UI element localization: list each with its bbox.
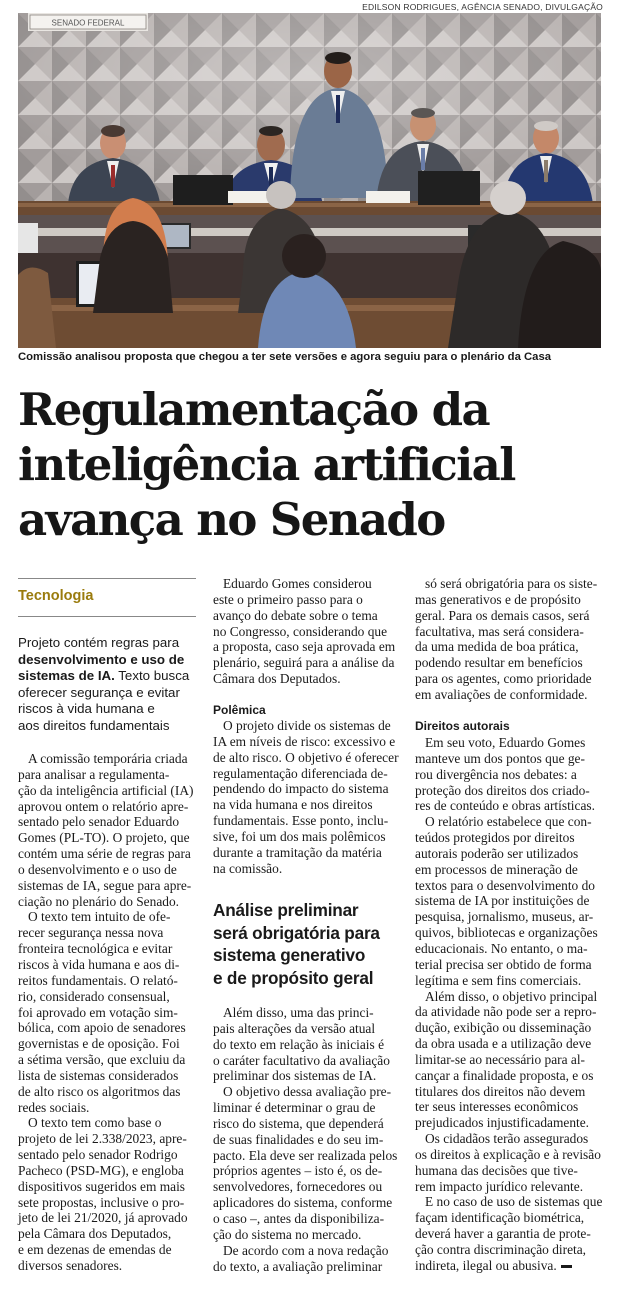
section-rule-bottom: [18, 616, 196, 617]
text-line: titulares dos direitos não devem: [415, 1083, 586, 1099]
text-line: pendendo do impacto do sistema: [213, 781, 389, 797]
text-line: o caso –, antes da disponibiliza-: [213, 1210, 385, 1226]
paragraph: [213, 718, 399, 876]
text-line: a sétima versão, que excluiu da: [18, 1052, 186, 1068]
text-line: Pacheco (PSD-MG), e engloba: [18, 1162, 184, 1178]
paragraph: [213, 576, 399, 687]
lead-emphasis: desenvolvimento e uso de: [18, 651, 185, 667]
text-line: ção contra discriminação direta,: [415, 1242, 587, 1257]
text-line: O projeto divide os sistemas de: [223, 718, 391, 733]
text-line: senvolvedores, fornecedores ou: [213, 1179, 383, 1195]
paragraph: [213, 1084, 399, 1242]
text-line: contém uma série de regras para: [18, 846, 191, 862]
text-line: próprios agentes – isto é, os de-: [213, 1163, 383, 1179]
lead-line: [18, 652, 200, 669]
text-line: no Congresso, considerando que: [213, 623, 388, 639]
text-line: proteção dos direitos dos criado-: [415, 782, 590, 798]
subhead-analise-line-4: e de propósito geral: [213, 967, 374, 988]
text-line: legítima e sem fins comerciais.: [415, 972, 582, 988]
subhead-direitos-autorais: Direitos autorais: [415, 719, 510, 733]
headline-line-2: inteligência artificial: [18, 438, 515, 491]
text-line: indireta, ilegal ou abusiva.: [415, 1258, 601, 1274]
subhead-analise-line-3: sistema generativo: [213, 945, 366, 965]
subhead-analise-line-1: Análise preliminar: [213, 900, 359, 920]
text-line: a proposta, caso seja aprovada em: [213, 639, 396, 655]
text-line: façam identificação biométrica,: [415, 1210, 585, 1226]
senate-committee-photo: [18, 13, 601, 348]
lead-text: aos direitos fundamentais: [18, 717, 170, 733]
text-line: rio, considerado consensual,: [18, 988, 170, 1004]
end-of-article-mark: [561, 1265, 572, 1268]
text-line: geral. Para os demais casos, será: [415, 607, 590, 623]
text-line: cançar a finalidade proposta, e os: [415, 1067, 594, 1083]
paragraph: [415, 1194, 601, 1273]
text-line: lista de sistemas considerados: [18, 1067, 179, 1083]
text-line: reitos fundamentais. O relató-: [18, 972, 178, 988]
headline-line-1: Regulamentação da: [18, 383, 490, 436]
text-line: sentado pelo senador Rodrigo: [18, 1147, 178, 1163]
paragraph: [415, 1131, 601, 1194]
text-line: ter seus interesses econômicos: [415, 1099, 579, 1115]
text-line: pela Câmara dos Deputados,: [18, 1226, 172, 1242]
text-line: da obra usada e a utilização deve: [415, 1036, 592, 1052]
text-line: fundamentais. Esse ponto, inclu-: [213, 813, 389, 829]
text-line: educacionais. No entanto, o ma-: [415, 940, 588, 956]
text-line: limitar-se ao necessário para al-: [415, 1051, 586, 1067]
text-line: Além disso, o objetivo principal: [425, 988, 598, 1004]
text-line: res de conteúdo e obras artísticas.: [415, 798, 595, 814]
headline: [18, 382, 608, 547]
text-line: os direitos à explicação e à revisão: [415, 1146, 601, 1162]
text-line: mas generativos e de propósito: [415, 591, 581, 607]
section-label: Tecnologia: [18, 588, 94, 604]
photo-credit: EDILSON RODRIGUES, AGÊNCIA SENADO, DIVULGAÇÃO: [362, 2, 603, 12]
text-line: humana das decisões que tive-: [415, 1162, 578, 1178]
paragraph: [415, 989, 601, 1132]
text-line: sistemas de IA, segue para apre-: [18, 877, 192, 893]
text-line: A comissão temporária criada: [28, 751, 188, 766]
text-line: aplicadores do sistema, conforme: [213, 1195, 393, 1211]
text-line: governistas e de oposição. Foi: [18, 1036, 180, 1052]
text-line: o desenvolvimento e o uso de: [18, 861, 177, 877]
text-line: ciação no plenário do Senado.: [18, 893, 180, 909]
text-line: manteve um dos pontos que ge-: [415, 750, 585, 766]
text-line: jeto de lei 21/2020, já aprovado: [18, 1210, 188, 1226]
text-line: do texto em relação às iniciais é: [213, 1036, 385, 1052]
text-line: pais alterações da versão atual: [213, 1020, 376, 1036]
text-line: teúdos protegidos por direitos: [415, 830, 575, 846]
subhead-polemica: Polêmica: [213, 703, 266, 717]
text-line: O texto tem intuito de ofe-: [28, 909, 171, 925]
text-line: Os cidadãos terão assegurados: [425, 1131, 589, 1147]
text-line: em avaliações de conformidade.: [415, 686, 588, 702]
lead-line: [18, 635, 200, 652]
paragraph: [213, 1005, 399, 1084]
text-line: diversos senadores.: [18, 1258, 123, 1273]
senate-sign-text: SENADO FEDERAL: [51, 18, 125, 28]
lead-text: Projeto contém regras para: [18, 635, 180, 650]
text-line: preliminar dos sistemas de IA.: [213, 1068, 377, 1084]
text-line: IA em níveis de risco: excessivo e: [213, 733, 396, 749]
text-line: E no caso de uso de sistemas que: [425, 1194, 603, 1210]
paragraph: [18, 909, 204, 1115]
text-line: na comissão.: [213, 860, 283, 876]
text-line: prejudicados injustificadamente.: [415, 1115, 590, 1131]
subhead-analise-line-2: será obrigatória para: [213, 922, 380, 943]
lead-text: oferecer segurança e evitar: [18, 684, 180, 700]
lead-line: [18, 718, 200, 735]
lead-emphasis: sistemas de IA.: [18, 668, 115, 684]
paragraph: [213, 1243, 399, 1275]
text-line: dução, exibição ou disseminação: [415, 1020, 592, 1036]
text-line: avanço do debate sobre o tema: [213, 607, 378, 623]
article-column-3-part-2: [415, 735, 601, 1274]
text-line: sive, foi um dos mais polêmicos: [213, 828, 386, 844]
text-line: de suas finalidades e do seu im-: [213, 1131, 384, 1147]
text-line: rou divergência nos debates: a: [415, 766, 577, 782]
article-column-2-part-2: [213, 718, 399, 876]
text-line: risco do sistema, que dependerá: [213, 1115, 384, 1131]
text-line: liminar é determinar o grau de: [213, 1100, 376, 1116]
paragraph: [18, 751, 204, 909]
text-line: regulamentação diferenciada de-: [213, 765, 388, 781]
text-line: Gomes (PL-TO). O projeto, que: [18, 830, 190, 846]
text-line: ção da inteligência artificial (IA): [18, 782, 194, 798]
text-line: sistema de IA por instituições de: [415, 893, 590, 909]
article-column-2-part-1: [213, 576, 399, 687]
paragraph: [415, 576, 601, 703]
paragraph: [415, 814, 601, 988]
text-line: podendo resultar em benefícios: [415, 655, 583, 671]
text-line: recer segurança nessa nova: [18, 925, 164, 941]
text-line: fronteira tecnológica e evitar: [18, 941, 173, 957]
text-line: autorais poderão ser utilizados: [415, 845, 579, 861]
text-line: de alto risco os algoritmos das: [18, 1083, 181, 1099]
article-column-1: [18, 751, 204, 1274]
text-line: para analisar a regulamenta-: [18, 766, 170, 782]
text-line: para os agentes, como prioridade: [415, 671, 592, 687]
text-line: O relatório estabelece que con-: [425, 814, 592, 830]
lead-text: Texto busca: [114, 668, 190, 684]
text-line: da atividade não pode ser a repro-: [415, 1004, 597, 1020]
text-line: textos para o desenvolvimento do: [415, 877, 595, 893]
text-line: só será obrigatória para os siste-: [425, 576, 598, 591]
text-line: aprovou ontem o relatório apre-: [18, 798, 189, 814]
headline-line-3: avança no Senado: [18, 493, 445, 546]
text-line: pesquisa, jornalismo, museus, ar-: [415, 909, 594, 925]
text-line: sentado pelo senador Eduardo: [18, 814, 180, 830]
text-line: durante a tramitação da matéria: [213, 844, 382, 860]
subhead-analise-preliminar: [213, 899, 403, 989]
text-line: e em dezenas de emendas de: [18, 1242, 172, 1258]
lead-line: [18, 685, 200, 702]
lead-text: riscos à vida humana e: [18, 701, 155, 717]
text-line: Câmara dos Deputados.: [213, 671, 341, 687]
text-line: dispositivos sugeridos em mais: [18, 1178, 186, 1194]
lead-line: [18, 701, 200, 718]
text-line: De acordo com a nova redação: [223, 1242, 389, 1258]
photo-caption: Comissão analisou proposta que chegou a ter sete versões e agora seguiu para o plenário da Casa: [18, 351, 552, 363]
article-column-2-part-3: [213, 1005, 399, 1274]
text-line: quivos, bibliotecas e organizações: [415, 925, 598, 941]
text-line: sete propostas, inclusive o pro-: [18, 1194, 185, 1210]
text-line: bólica, com apoio de senadores: [18, 1020, 186, 1036]
lead-line: [18, 668, 200, 685]
paragraph: [415, 735, 601, 814]
section-rule-top: [18, 578, 196, 579]
text-line: em processos de mineração de: [415, 861, 578, 877]
text-line: projeto de lei 2.338/2023, apre-: [18, 1131, 187, 1147]
text-line: de alto risco. O objetivo é oferecer: [213, 749, 399, 765]
text-line: Eduardo Gomes considerou: [223, 576, 372, 591]
text-line: ção do sistema no mercado.: [213, 1226, 362, 1242]
text-line: do texto, a avaliação preliminar: [213, 1258, 383, 1274]
text-line: este o primeiro passo para o: [213, 591, 363, 607]
text-line: pacto. Ela deve ser realizada pelos: [213, 1147, 398, 1163]
text-line: terial precisa ser obtido de forma: [415, 956, 592, 972]
lead-summary: [18, 635, 200, 735]
text-line: Em seu voto, Eduardo Gomes: [425, 735, 586, 750]
text-line: Além disso, uma das princi-: [223, 1005, 374, 1020]
article-column-3-part-1: [415, 576, 601, 703]
text-line: riscos à vida humana e aos di-: [18, 956, 180, 972]
text-line: facultativa, mas será considera-: [415, 623, 584, 639]
text-line: plenário, seguirá para a análise da: [213, 655, 395, 671]
text-line: O objetivo dessa avaliação pre-: [223, 1084, 392, 1100]
text-line: redes sociais.: [18, 1099, 90, 1115]
text-line: O texto tem como base o: [28, 1115, 162, 1131]
text-line: da uma medida de boa prática,: [415, 639, 579, 655]
paragraph: [18, 1115, 204, 1273]
text-line: deverá haver a garantia de prote-: [415, 1226, 591, 1242]
text-line: na vida humana e nos direitos: [213, 797, 373, 813]
text-line: rem impacto jurídico relevante.: [415, 1178, 584, 1194]
text-line: o caráter facultativo da avaliação: [213, 1052, 390, 1068]
text-line: foi aprovado em votação sim-: [18, 1004, 178, 1020]
